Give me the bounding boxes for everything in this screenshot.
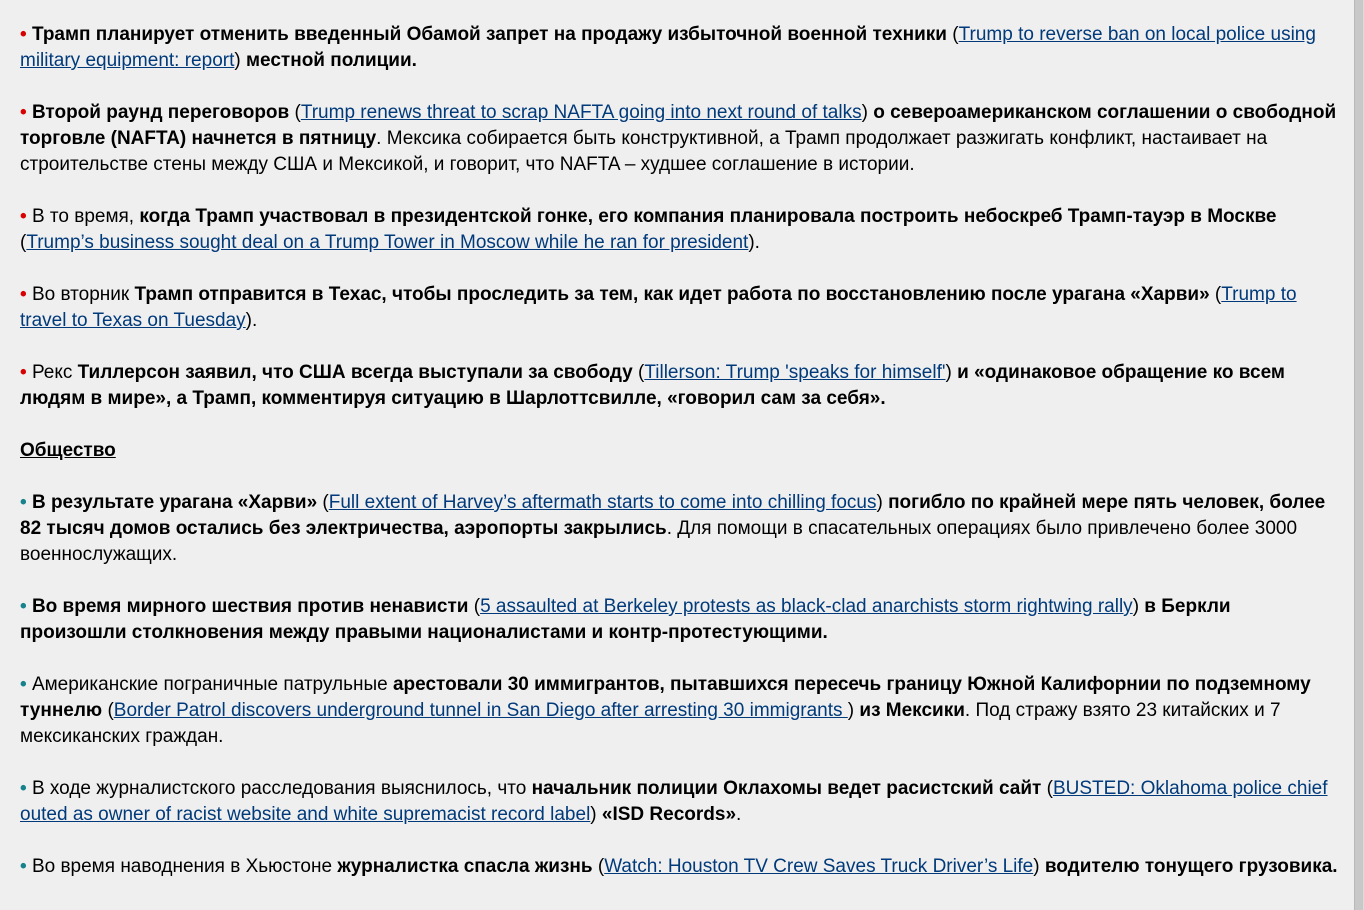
item-text: )	[234, 50, 241, 71]
bullet-icon: •	[20, 206, 32, 227]
item-headline: в Беркли произошли столкновения между правыми националистами и контр-протестующими.	[20, 596, 1231, 643]
item-text: )	[861, 102, 868, 123]
item-text: )	[1033, 856, 1040, 877]
news-item-houston-rescue	[20, 854, 1342, 880]
bullet-icon: •	[20, 778, 32, 799]
item-text: Рекс	[31, 362, 78, 383]
item-text: (	[102, 700, 114, 721]
item-headline: «ISD Records»	[596, 804, 737, 825]
source-link[interactable]: Trump renews threat to scrap NAFTA going into next round of talks	[300, 102, 862, 123]
news-item-texas-trip	[20, 282, 1342, 334]
item-text: (	[592, 856, 605, 877]
source-link[interactable]: Border Patrol discovers underground tunnel in San Diego after arresting 30 immigrants	[113, 700, 848, 721]
item-text: (	[468, 596, 481, 617]
news-item-tillerson	[20, 360, 1342, 412]
item-headline: начальник полиции Оклахомы ведет расистский сайт	[531, 778, 1042, 799]
source-link[interactable]: Trump to reverse ban on local police using military equipment: report	[20, 24, 1316, 71]
scrollbar-thumb[interactable]	[1354, 0, 1363, 910]
item-headline: Тиллерсон заявил, что США всегда выступали за свободу	[77, 362, 633, 383]
item-text: (	[20, 232, 27, 253]
item-text: . Мексика собирается быть конструктивной, а Трамп продолжает разжигать конфликт, настаивает на строительстве стены между США и Мексикой, и говорит, что NAFTA – худшее соглашение в истории.	[20, 128, 1268, 175]
news-item-border-tunnel	[20, 672, 1342, 750]
news-item-trump-tower-moscow	[20, 204, 1342, 256]
item-headline: водителю тонущего грузовика.	[1039, 856, 1338, 877]
item-text: (	[317, 492, 329, 513]
source-link[interactable]: 5 assaulted at Berkeley protests as black-clad anarchists storm rightwing rally	[480, 596, 1133, 617]
item-text: В ходе журналистского расследования выяснилось, что	[31, 778, 532, 799]
item-text: (	[1041, 778, 1053, 799]
item-headline: и «одинаковое обращение ко всем людям в мире», а Трамп, комментируя ситуацию в Шарлоттсвилле, «говорил сам за себя».	[20, 362, 1285, 409]
item-headline: местной полиции.	[240, 50, 417, 71]
item-headline: о североамериканском соглашении о свободной торговле (NAFTA) начнется в пятницу	[20, 102, 1337, 149]
item-text: ).	[748, 232, 760, 253]
item-headline: когда Трамп участвовал в президентской гонке, его компания планировала построить небоскреб Трамп-тауэр в Москве	[139, 206, 1277, 227]
bullet-icon: •	[20, 596, 32, 617]
item-headline: В результате урагана «Харви»	[31, 492, 318, 513]
item-headline: Второй раунд переговоров	[31, 102, 290, 123]
item-text: (	[289, 102, 301, 123]
item-text: Американские пограничные патрульные	[31, 674, 393, 695]
item-text: )	[847, 700, 855, 721]
source-link[interactable]: BUSTED: Oklahoma police chief outed as owner of racist website and white supremacist record label	[20, 778, 1328, 825]
bullet-icon: •	[20, 284, 32, 305]
source-link[interactable]: Tillerson: Trump 'speaks for himself'	[644, 362, 946, 383]
news-item-military-equipment	[20, 22, 1342, 74]
item-text: В то время,	[31, 206, 140, 227]
item-headline: погибло по крайней мере пять человек, более 82 тысяч домов остались без электричества, аэропорты закрылись	[20, 492, 1326, 539]
article-body	[20, 22, 1342, 906]
source-link[interactable]: Watch: Houston TV Crew Saves Truck Driver’s Life	[604, 856, 1034, 877]
item-headline: Трамп планирует отменить введенный Обамой запрет на продажу избыточной военной техники	[31, 24, 947, 45]
item-text: )	[590, 804, 597, 825]
item-text: . Для помощи в спасательных операциях было привлечено более 3000 военнослужащих.	[20, 518, 1298, 565]
bullet-icon: •	[20, 492, 32, 513]
item-headline: арестовали 30 иммигрантов, пытавшихся пересечь границу Южной Калифорнии по подземному туннелю	[20, 674, 1311, 721]
source-link[interactable]: Trump’s business sought deal on a Trump Tower in Moscow while he ran for president	[26, 232, 749, 253]
item-text: )	[876, 492, 883, 513]
news-item-oklahoma-police	[20, 776, 1342, 828]
item-text: ).	[245, 310, 258, 331]
item-text: . Под стражу взято 23 китайских и 7 мексиканских граждан.	[20, 700, 1281, 747]
news-item-nafta	[20, 100, 1342, 178]
bullet-icon: •	[20, 102, 32, 123]
item-text: Во вторник	[31, 284, 135, 305]
item-text: Во время наводнения в Хьюстоне	[31, 856, 338, 877]
bullet-icon: •	[20, 24, 32, 45]
bullet-icon: •	[20, 856, 32, 877]
item-text: .	[736, 804, 742, 825]
item-headline: Трамп отправится в Техас, чтобы проследить за тем, как идет работа по восстановлению после урагана «Харви»	[134, 284, 1210, 305]
item-headline: Во время мирного шествия против ненависти	[31, 596, 469, 617]
item-text: (	[947, 24, 959, 45]
item-text: (	[632, 362, 645, 383]
bullet-icon: •	[20, 362, 32, 383]
vertical-scrollbar[interactable]	[1354, 0, 1364, 910]
item-text: (	[1209, 284, 1222, 305]
section-title-society: Общество	[20, 440, 116, 461]
item-text: )	[1132, 596, 1140, 617]
item-headline: журналистка спасла жизнь	[337, 856, 593, 877]
news-item-harvey	[20, 490, 1342, 568]
item-text: )	[945, 362, 952, 383]
source-link[interactable]: Full extent of Harvey’s aftermath starts to come into chilling focus	[328, 492, 877, 513]
item-headline: из Мексики	[854, 700, 965, 721]
source-link[interactable]: Trump to travel to Texas on Tuesday	[20, 284, 1297, 331]
bullet-icon: •	[20, 674, 32, 695]
news-item-berkeley	[20, 594, 1342, 646]
